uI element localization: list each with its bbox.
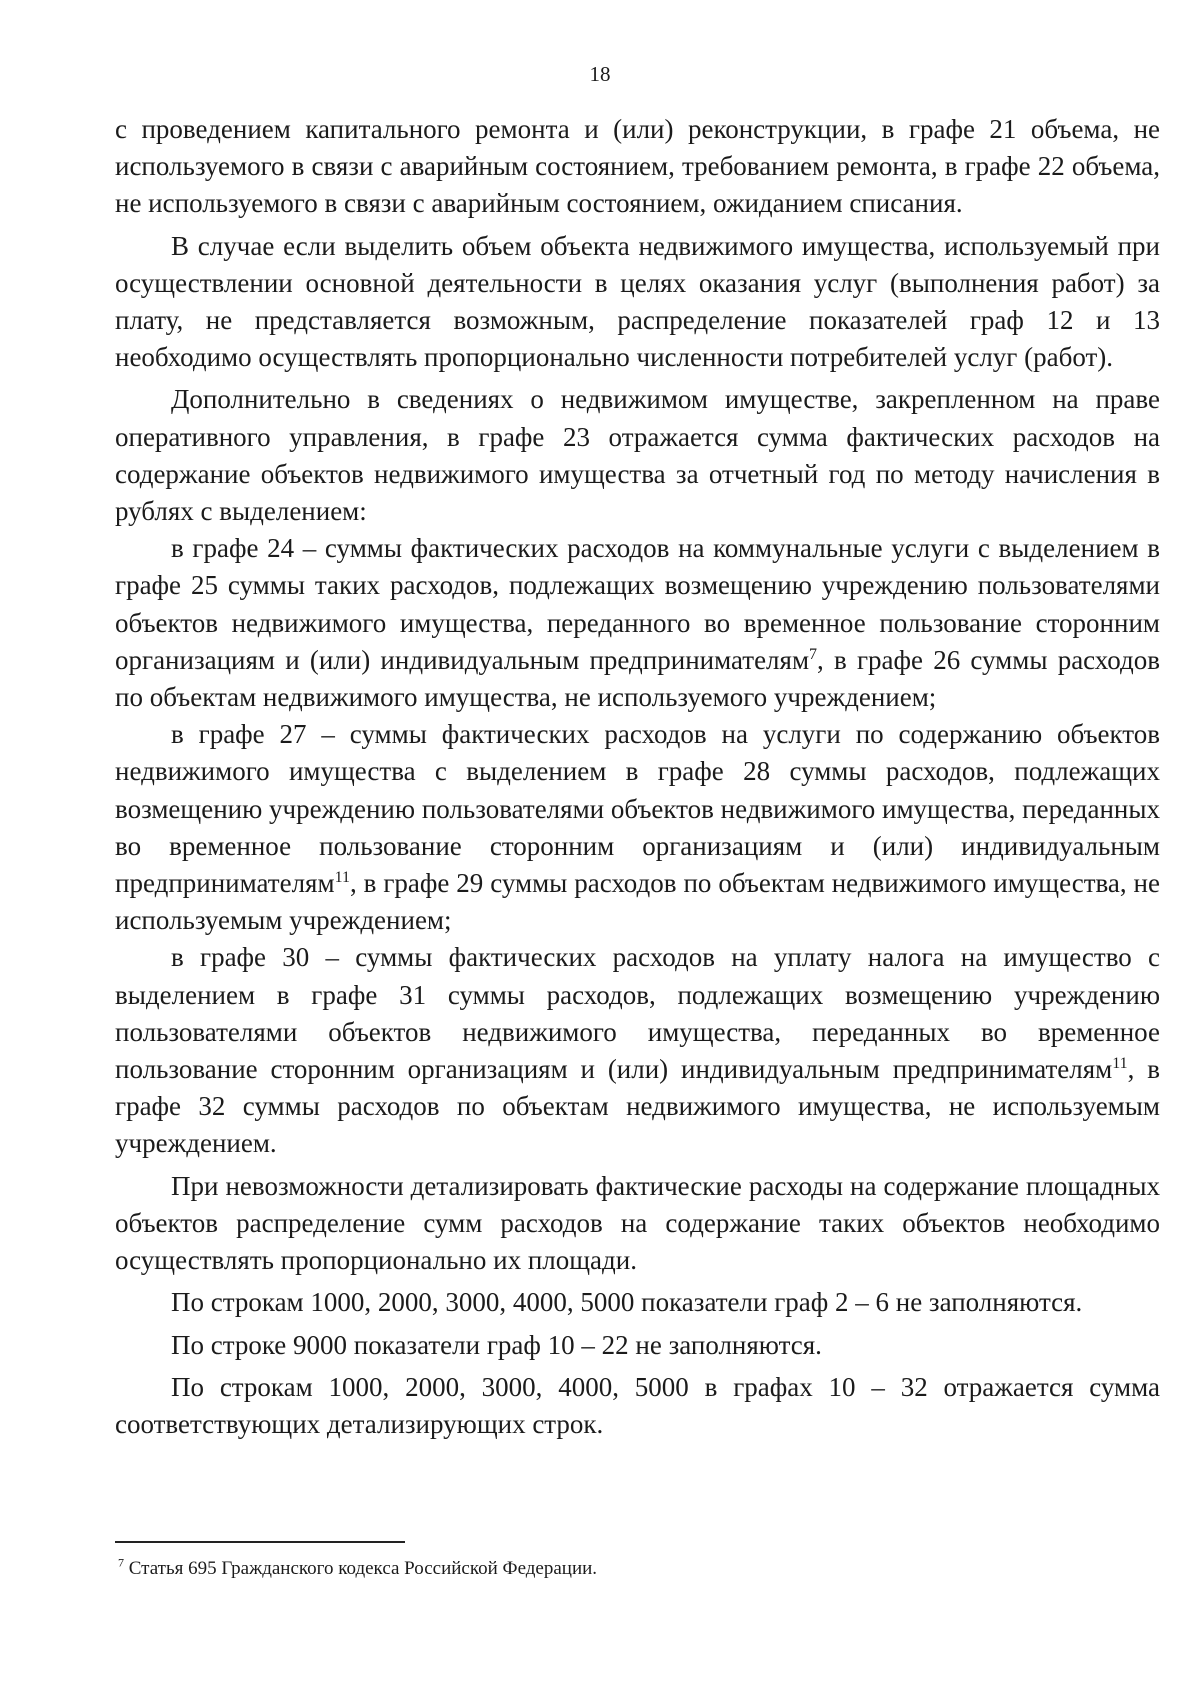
paragraph-text: в графе 24 – суммы фактических расходов на коммунальные услуги с выделением в графе 25 суммы таких расходов, подлежащих возмещению учреждению пользователями объектов недвижимого имущества, переданного во временное пользование сторонним организациям и (или) индивидуальным предпринимателям	[115, 533, 1160, 675]
paragraph	[115, 939, 1160, 1162]
paragraph-continuation: с проведением капитального ремонта и (или) реконструкции, в графе 21 объема, не используемого в связи с аварийным состоянием, требованием ремонта, в графе 22 объема, не используемого в связи с аварийным состоянием, ожиданием списания.	[115, 114, 1160, 219]
paragraph: По строкам 1000, 2000, 3000, 4000, 5000 в графах 10 – 32 отражается сумма соответствующих детализирующих строк.	[115, 1371, 1160, 1439]
paragraph-text: , в графе 26 суммы расходов по объектам недвижимого имущества, не используемого учреждением;	[115, 644, 1160, 713]
paragraph: По строкам 1000, 2000, 3000, 4000, 5000 показатели граф 2 – 6 не заполняются.	[171, 1287, 1083, 1318]
paragraph: В случае если выделить объем объекта недвижимого имущества, используемый при осуществлении основной деятельности в целях оказания услуг (выполнения работ) за плату, не представляется возможным, распределение показателей граф 12 и 13 необходимо осуществлять пропорционально численности потребителей услуг (работ).	[115, 230, 1160, 373]
footnote-ref: 11	[1112, 1055, 1128, 1073]
paragraph: По строке 9000 показатели граф 10 – 22 не заполняются.	[171, 1329, 822, 1360]
footnote-separator	[115, 1541, 405, 1543]
paragraph: Дополнительно в сведениях о недвижимом имуществе, закрепленном на праве оперативного управления, в графе 23 отражается сумма фактических расходов на содержание объектов недвижимого имущества за отчетный год по методу начисления в рублях с выделением:	[115, 384, 1160, 527]
page-number: 18	[589, 62, 611, 86]
paragraph-text: , в графе 29 суммы расходов по объектам недвижимого имущества, не используемым учреждением;	[115, 868, 1160, 936]
paragraph-text: в графе 27 – суммы фактических расходов на услуги по содержанию объектов недвижимого имущества с выделением в графе 28 суммы расходов, подлежащих возмещению учреждению пользователями объектов недвижимого имущества, переданных во временное пользование сторонним организациям и (или) индивидуальным предпринимателям	[115, 719, 1160, 899]
footnote-marker: 7	[118, 1555, 124, 1570]
footnote-text: Статья 695 Гражданского кодекса Российской Федерации.	[124, 1558, 598, 1579]
paragraph: При невозможности детализировать фактические расходы на содержание площадных объектов распределение сумм расходов на содержание таких объектов необходимо осуществлять пропорционально их площади.	[115, 1170, 1160, 1276]
footnote-ref: 11	[334, 869, 350, 887]
footnote	[118, 1557, 1018, 1581]
footnote-ref: 7	[809, 645, 818, 663]
paragraph-text: , в графе 32 суммы расходов по объектам недвижимого имущества, не используемым учреждением.	[115, 1054, 1161, 1159]
paragraph	[115, 530, 1160, 716]
paragraph	[115, 716, 1160, 939]
paragraph-text: в графе 30 – суммы фактических расходов на уплату налога на имущество с выделением в графе 31 суммы расходов, подлежащих возмещению учреждению пользователями объектов недвижимого имущества, переданных во временное пользование сторонним организациям и (или) индивидуальным предпринимателям	[115, 942, 1160, 1085]
body-text	[115, 111, 1160, 1443]
